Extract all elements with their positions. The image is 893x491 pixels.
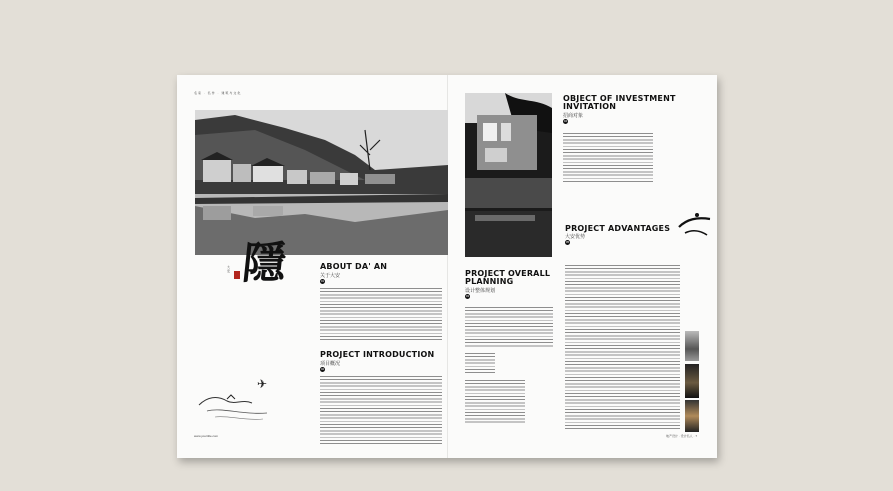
- investment-heading-line1: OBJECT OF INVESTMENT: [563, 94, 676, 103]
- investment-body-text: [563, 133, 653, 183]
- bird-ink-illustration: ✈: [257, 377, 268, 391]
- advantages-number-badge: 05: [565, 240, 570, 244]
- planning-heading-line1: PROJECT OVERALL: [465, 269, 551, 278]
- ink-landscape-illustration: [197, 385, 272, 425]
- about-body-text: [320, 288, 442, 342]
- introduction-body-text: [320, 376, 442, 446]
- advantages-heading: PROJECT ADVANTAGES: [565, 224, 671, 233]
- running-header: 名家 · 名作 · 建筑与文化: [194, 91, 242, 95]
- investment-number-badge: 04: [563, 119, 568, 123]
- page-footer: 地产设计 · 设计名人 · 7: [665, 434, 697, 438]
- interior-thumbnail-2: [685, 364, 699, 398]
- advantages-subheading: 大安优势: [565, 234, 586, 240]
- red-seal-stamp: [234, 271, 240, 279]
- interior-thumbnail-3: [685, 400, 699, 432]
- seal-caption: 大安: [227, 265, 231, 273]
- architecture-night-photo: [465, 93, 552, 257]
- introduction-subheading: 项目概况: [320, 361, 341, 367]
- introduction-number-badge: 02: [320, 367, 325, 371]
- planning-body-text: [465, 307, 553, 347]
- magazine-spread: [177, 75, 717, 458]
- investment-subheading: 招商对象: [563, 113, 584, 119]
- about-heading: ABOUT DA' AN: [320, 262, 388, 271]
- planning-heading-line2: PLANNING: [465, 277, 514, 286]
- about-subheading: 关于大安: [320, 273, 341, 279]
- ink-brush-stroke-illustration: [677, 209, 712, 239]
- investment-heading-line2: INVITATION: [563, 102, 617, 111]
- village-lake-photo: [195, 110, 448, 255]
- calligraphy-character: 隱: [239, 238, 290, 289]
- about-number-badge: 01: [320, 279, 325, 283]
- advantages-body-text: [565, 265, 680, 430]
- planning-list-b: [465, 380, 525, 425]
- planning-subheading: 设计整体规划: [465, 288, 496, 294]
- planning-list-a: [465, 353, 495, 375]
- interior-thumbnail-1: [685, 331, 699, 361]
- planning-number-badge: 03: [465, 294, 470, 298]
- introduction-heading: PROJECT INTRODUCTION: [320, 350, 435, 359]
- website-footer: www.yourtitle.com: [194, 434, 219, 438]
